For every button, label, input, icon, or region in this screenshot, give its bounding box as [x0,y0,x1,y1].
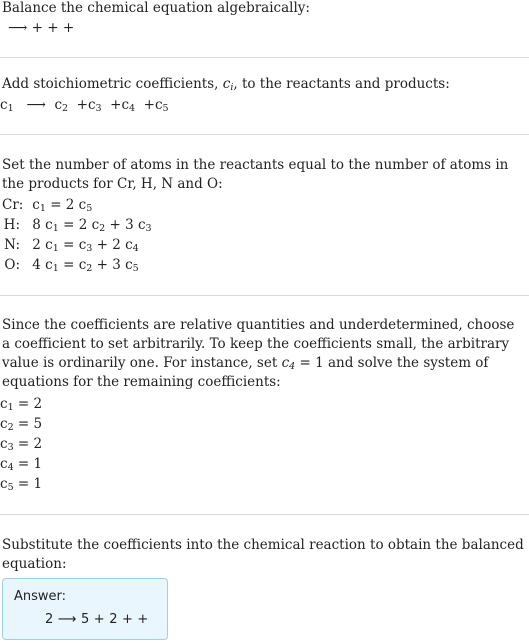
equation-row-n: N: 2 $c_1 = c_3 + 2$ $c_4$ [2,237,139,253]
solution-value: = 5 [17,416,43,432]
solution-c5 [0,476,42,492]
equation-row-cr: Cr: $c_1 = 2$ $c_5$ [2,197,93,214]
solution-name: c [0,476,8,492]
ci-subscript: i [230,82,234,93]
add-coefficients-text-pre: Add stoichiometric coefficients, [2,76,223,92]
solve-text-pre: Since the coefficients are relative quantities and underdetermined, choose a coefficient to set arbitrarily. To keep the coefficients small, the arbitrary value is ordinarily one. For instance, set [2,317,515,371]
solution-sub: 4 [7,462,14,473]
solution-sub: 5 [7,482,14,493]
add-coefficients-text-post: , to the reactants and products: [233,76,450,92]
atom-balance-text: Set the number of atoms in the reactants equal to the number of atoms in the products for Cr, H, N and O: [2,157,509,192]
solution-name: c [0,456,8,472]
solution-sub: 1 [7,402,14,413]
solution-c4 [0,456,42,472]
coef-c3-sub: 3 [95,103,102,114]
balanced-equation: 2 ⟶ 5 + 2 + + [45,612,149,627]
solution-c3 [0,436,42,452]
coef-c5: c [154,97,163,113]
solution-sub: 2 [7,422,14,433]
reaction-arrow: ⟶ [26,97,46,113]
solution-value: = 1 [17,476,43,492]
solution-name: c [0,416,8,432]
intro-text: Balance the chemical equation algebraically: [2,0,310,16]
solution-c1 [0,396,42,412]
separator [0,57,529,58]
coef-c1: c [0,97,8,113]
coef-c4: c [121,97,130,113]
coef-c5-sub: 5 [162,103,169,114]
answer-label: Answer: [14,589,67,604]
coef-c1-sub: 1 [7,103,14,114]
element-label-h: H: [3,217,20,233]
solution-c2 [0,416,42,432]
coef-c3: c [87,97,96,113]
coef-c4-sub: 4 [129,103,136,114]
add-coefficients-text [2,76,450,92]
separator [0,295,529,296]
element-label-n: N: [4,237,20,253]
coefficient-equation: $c_1$ ⟶ $c_2 +c_3 +c_4 +c_5$ [0,97,169,114]
element-label-o: O: [4,257,20,273]
separator [0,514,529,515]
solve-text [2,316,524,392]
substitute-text: Substitute the coefficients into the chemical reaction to obtain the balanced equation: [2,537,524,572]
solution-value: = 2 [17,396,43,412]
c4-symbol: c [281,355,290,371]
coef-c2-sub: 2 [62,103,69,114]
ci-symbol: c [222,76,231,92]
solution-name: c [0,396,8,412]
solution-value: = 1 [17,456,43,472]
equation-row-o: O: 4 $c_1 = c_2 + 3$ $c_5$ [2,257,139,273]
solution-sub: 3 [7,442,14,453]
separator [0,134,529,135]
element-label-cr: Cr: [2,197,24,213]
equation-row-h: H: 8 $c_1 = 2$ $c_2 + 3$ $c_3$ [3,217,152,234]
solve-text-post: = 1 and solve the system of equations for the remaining coefficients: [2,355,489,390]
coef-c2: c [54,97,62,113]
c4-subscript: 4 [289,361,296,372]
solution-name: c [0,436,8,452]
answer-box [2,578,168,640]
solution-value: = 2 [17,436,43,452]
unbalanced-equation: ⟶ + + + [8,20,75,36]
